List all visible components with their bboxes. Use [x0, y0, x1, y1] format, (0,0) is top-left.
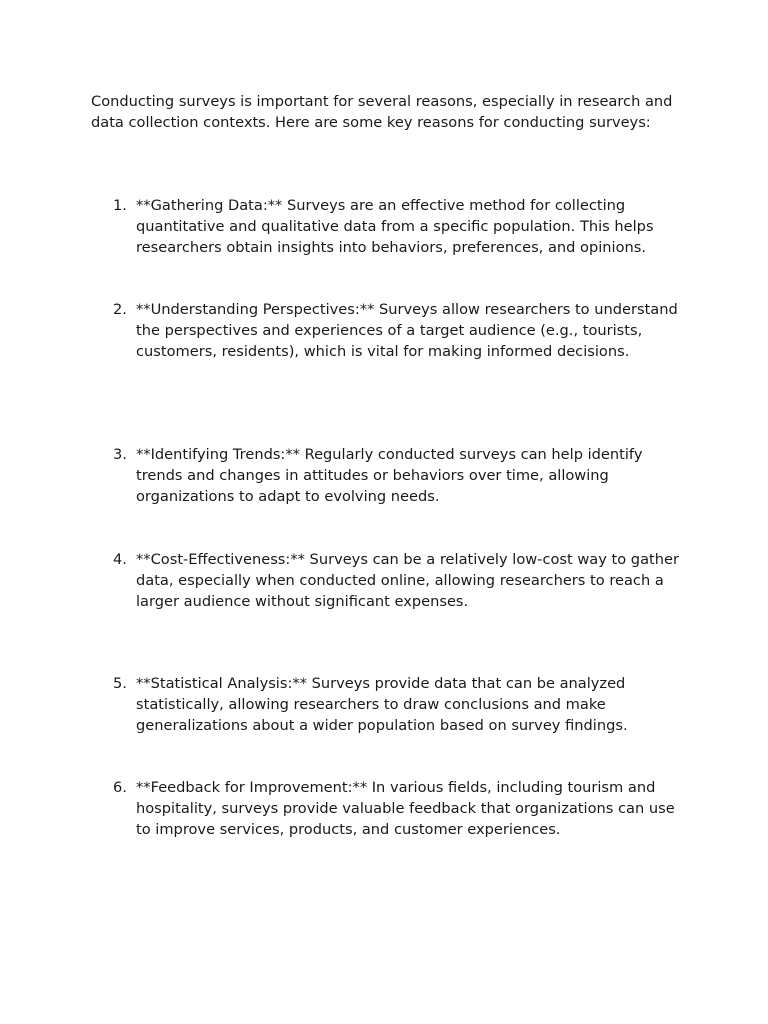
list-item [91, 195, 691, 258]
list-item-text: **Identifying Trends:** Regularly conducted surveys can help identify trends and changes in attitudes or behaviors over time, allowing organizations to adapt to evolving needs. [136, 446, 643, 505]
list-item-number: 5. [113, 675, 127, 692]
list-item [91, 673, 691, 736]
list-item-number: 1. [113, 197, 127, 214]
list-item-text: **Cost-Effectiveness:** Surveys can be a relatively low-cost way to gather data, especially when conducted online, allowing researchers to reach a larger audience without significant expenses. [136, 551, 679, 610]
list-item-number: 4. [113, 551, 127, 568]
list-item-text: **Statistical Analysis:** Surveys provide data that can be analyzed statistically, allowing researchers to draw conclusions and make generalizations about a wider population based on survey findings. [136, 675, 628, 734]
list-item-text: **Understanding Perspectives:** Surveys allow researchers to understand the perspectives and experiences of a target audience (e.g., tourists, customers, residents), which is vital for making informed decisions. [136, 301, 678, 360]
list-item-text: **Gathering Data:** Surveys are an effective method for collecting quantitative and qualitative data from a specific population. This helps researchers obtain insights into behaviors, preferences, and opinions. [136, 197, 654, 256]
list-item-text: **Feedback for Improvement:** In various fields, including tourism and hospitality, surveys provide valuable feedback that organizations can use to improve services, products, and customer experiences. [136, 779, 675, 838]
list-item-number: 6. [113, 779, 127, 796]
list-item [91, 299, 691, 362]
list-item [91, 777, 691, 840]
list-item-number: 3. [113, 446, 127, 463]
intro-paragraph: Conducting surveys is important for several reasons, especially in research and data collection contexts. Here are some key reasons for conducting surveys: [91, 93, 673, 131]
list-item-number: 2. [113, 301, 127, 318]
list-item [91, 444, 691, 507]
list-item [91, 549, 691, 612]
